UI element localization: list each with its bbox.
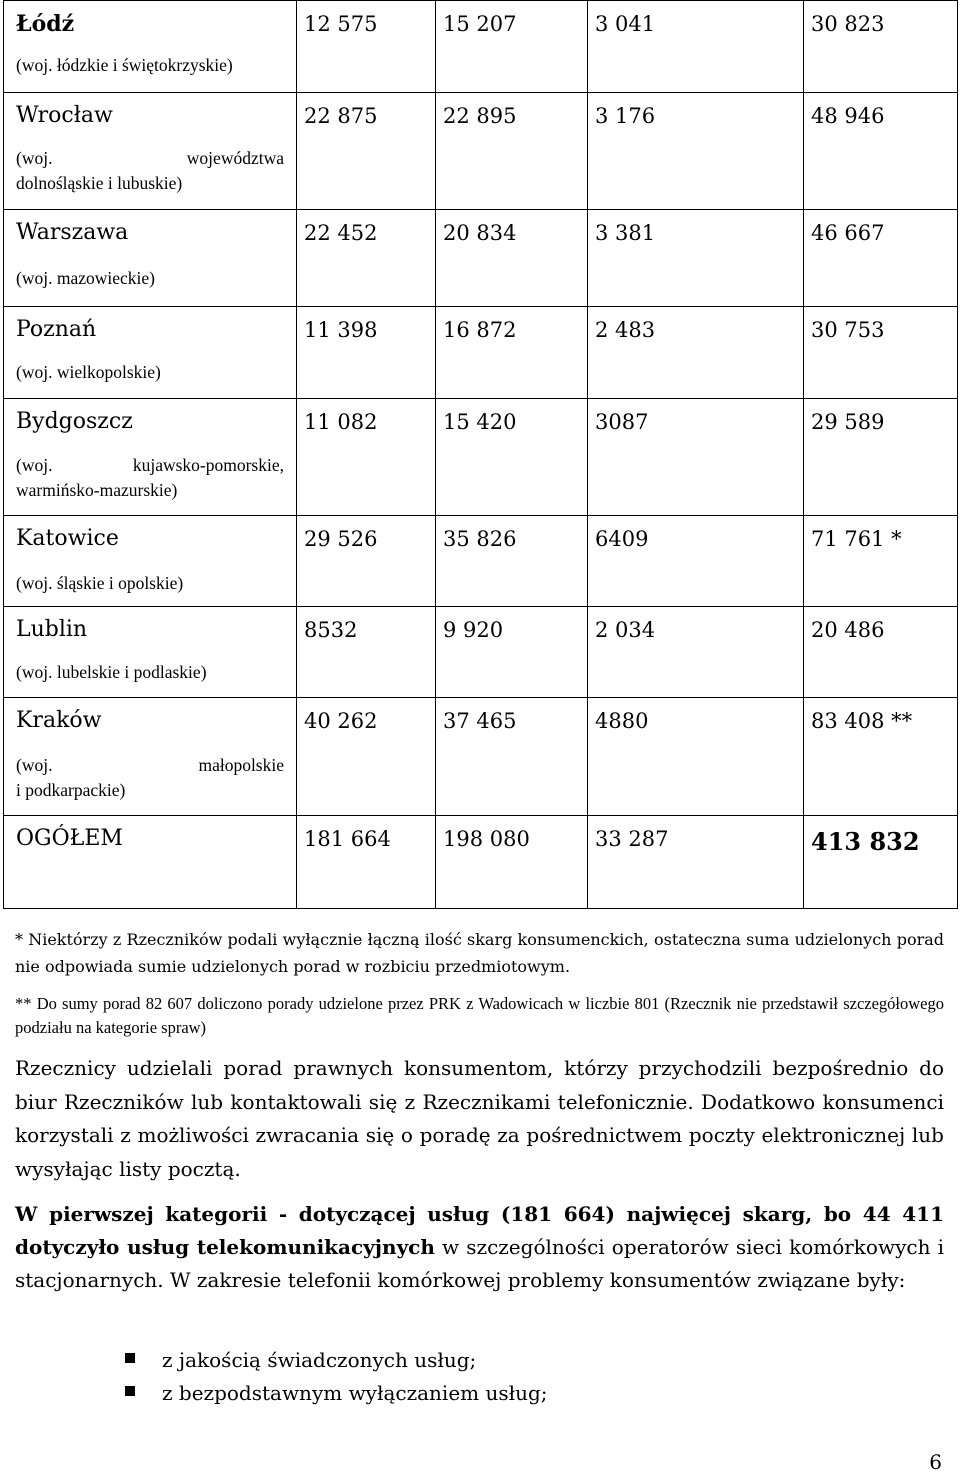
value-cell: 20 834 [443, 221, 517, 245]
city-name: Kraków [16, 708, 102, 733]
square-bullet-icon [125, 1353, 135, 1363]
value-cell: 71 761 * [811, 527, 902, 551]
city-name: Wrocław [16, 103, 113, 128]
value-cell: 29 526 [304, 527, 378, 551]
square-bullet-icon [125, 1386, 135, 1396]
value-cell: 3087 [595, 410, 649, 434]
footnote-double-asterisk: ** Do sumy porad 82 607 doliczono porady udzielone przez PRK z Wadowicach w liczbie 801 (Rzecznik nie przedstawił szczegółowego podziału na kategorie spraw) [15, 994, 944, 1037]
table-row [4, 399, 958, 516]
city-name: Lublin [16, 617, 88, 642]
total-value: 33 287 [595, 827, 669, 851]
total-label: OGÓŁEM [16, 826, 123, 851]
city-name: Bydgoszcz [16, 409, 133, 434]
region-label: (woj. śląskie i opolskie) [16, 573, 184, 593]
region-line: (woj. małopolskie [16, 755, 284, 775]
region-line: (woj. województwa [16, 148, 284, 168]
grand-total-value: 413 832 [811, 827, 920, 856]
value-cell: 30 823 [811, 12, 885, 36]
region-label: (woj. łódzkie i świętokrzyskie) [16, 55, 233, 75]
city-cell [4, 93, 297, 210]
region-label: (woj. wielkopolskie) [16, 362, 161, 382]
region-line: warmińsko-mazurskie) [16, 480, 178, 500]
footnote-asterisk: * Niektórzy z Rzeczników podali wyłącznie łączną ilość skarg konsumenckich, ostateczna suma udzielonych porad nie odpowiada sumie udzielonych porad w rozbiciu przedmiotowym. [15, 930, 944, 976]
city-cell [4, 399, 297, 516]
city-cell [4, 516, 297, 607]
value-cell: 22 875 [304, 104, 378, 128]
total-value: 181 664 [304, 827, 391, 851]
value-cell: 22 895 [443, 104, 517, 128]
list-item-text: z jakością świadczonych usług; [162, 1348, 477, 1372]
table-row [4, 1, 958, 93]
value-cell: 6409 [595, 527, 649, 551]
region-line: dolnośląskie i lubuskie) [16, 173, 183, 193]
value-cell: 2 483 [595, 318, 656, 342]
region-label [4, 436, 296, 503]
value-cell: 3 041 [595, 12, 656, 36]
value-cell: 2 034 [595, 618, 656, 642]
value-cell: 83 408 ** [811, 709, 913, 733]
value-cell: 3 176 [595, 104, 656, 128]
list-item-text: z bezpodstawnym wyłączaniem usług; [162, 1381, 548, 1405]
city-cell [4, 210, 297, 307]
region-label [4, 735, 296, 803]
body-paragraph: Rzecznicy udzielali porad prawnych konsumentom, którzy przychodzili bezpośrednio do biur Rzeczników lub kontaktowali się z Rzecznikami telefonicznie. Dodatkowo konsumenci korzystali z możliwości zwracania się o poradę za pośrednictwem poczty elektronicznej lub wysyłając listy pocztą. [15, 1056, 944, 1181]
total-row [4, 816, 958, 909]
page-number: 6 [929, 1450, 942, 1474]
list-item [122, 1344, 548, 1377]
region-label: (woj. mazowieckie) [16, 268, 155, 288]
statistics-table [3, 0, 958, 909]
table-row [4, 516, 958, 607]
city-cell [4, 307, 297, 399]
city-name: Łódź [16, 11, 75, 37]
value-cell: 29 589 [811, 410, 885, 434]
city-cell [4, 607, 297, 698]
value-cell: 9 920 [443, 618, 504, 642]
city-name: Poznań [16, 317, 97, 342]
value-cell: 3 381 [595, 221, 656, 245]
body-paragraph [15, 1198, 944, 1297]
value-cell: 48 946 [811, 104, 885, 128]
table-row [4, 307, 958, 399]
value-cell: 22 452 [304, 221, 378, 245]
value-cell: 37 465 [443, 709, 517, 733]
value-cell: 11 082 [304, 410, 378, 434]
value-cell: 11 398 [304, 318, 378, 342]
table-row [4, 210, 958, 307]
bold-lead-text: W pierwszej kategorii - dotyczącej usług (181 664) najwięcej skarg, bo 44 411 dotyczyło usług telekomunikacyjnych [15, 1202, 944, 1259]
city-name: Warszawa [16, 220, 129, 245]
value-cell: 20 486 [811, 618, 885, 642]
value-cell: 35 826 [443, 527, 517, 551]
value-cell: 15 420 [443, 410, 517, 434]
list-item [122, 1377, 548, 1410]
region-line: (woj. kujawsko-pomorskie, [16, 455, 284, 475]
value-cell: 15 207 [443, 12, 517, 36]
bullet-list [122, 1344, 548, 1410]
value-cell: 12 575 [304, 12, 378, 36]
total-label-cell [4, 816, 297, 909]
region-line: i podkarpackie) [16, 780, 126, 800]
table-row [4, 698, 958, 816]
paragraph-continuation: w szczególności operatorów sieci komórkowych i stacjonarnych. W zakresie telefonii komórkowej problemy konsumentów związane były: [15, 1235, 944, 1292]
city-name: Katowice [16, 526, 119, 551]
value-cell: 30 753 [811, 318, 885, 342]
value-cell: 4880 [595, 709, 649, 733]
region-label: (woj. lubelskie i podlaskie) [16, 662, 207, 682]
total-value: 198 080 [443, 827, 530, 851]
table-row [4, 93, 958, 210]
city-cell [4, 1, 297, 93]
region-label [4, 130, 296, 196]
value-cell: 40 262 [304, 709, 378, 733]
value-cell: 16 872 [443, 318, 517, 342]
value-cell: 8532 [304, 618, 358, 642]
table-row [4, 607, 958, 698]
value-cell: 46 667 [811, 221, 885, 245]
city-cell [4, 698, 297, 816]
